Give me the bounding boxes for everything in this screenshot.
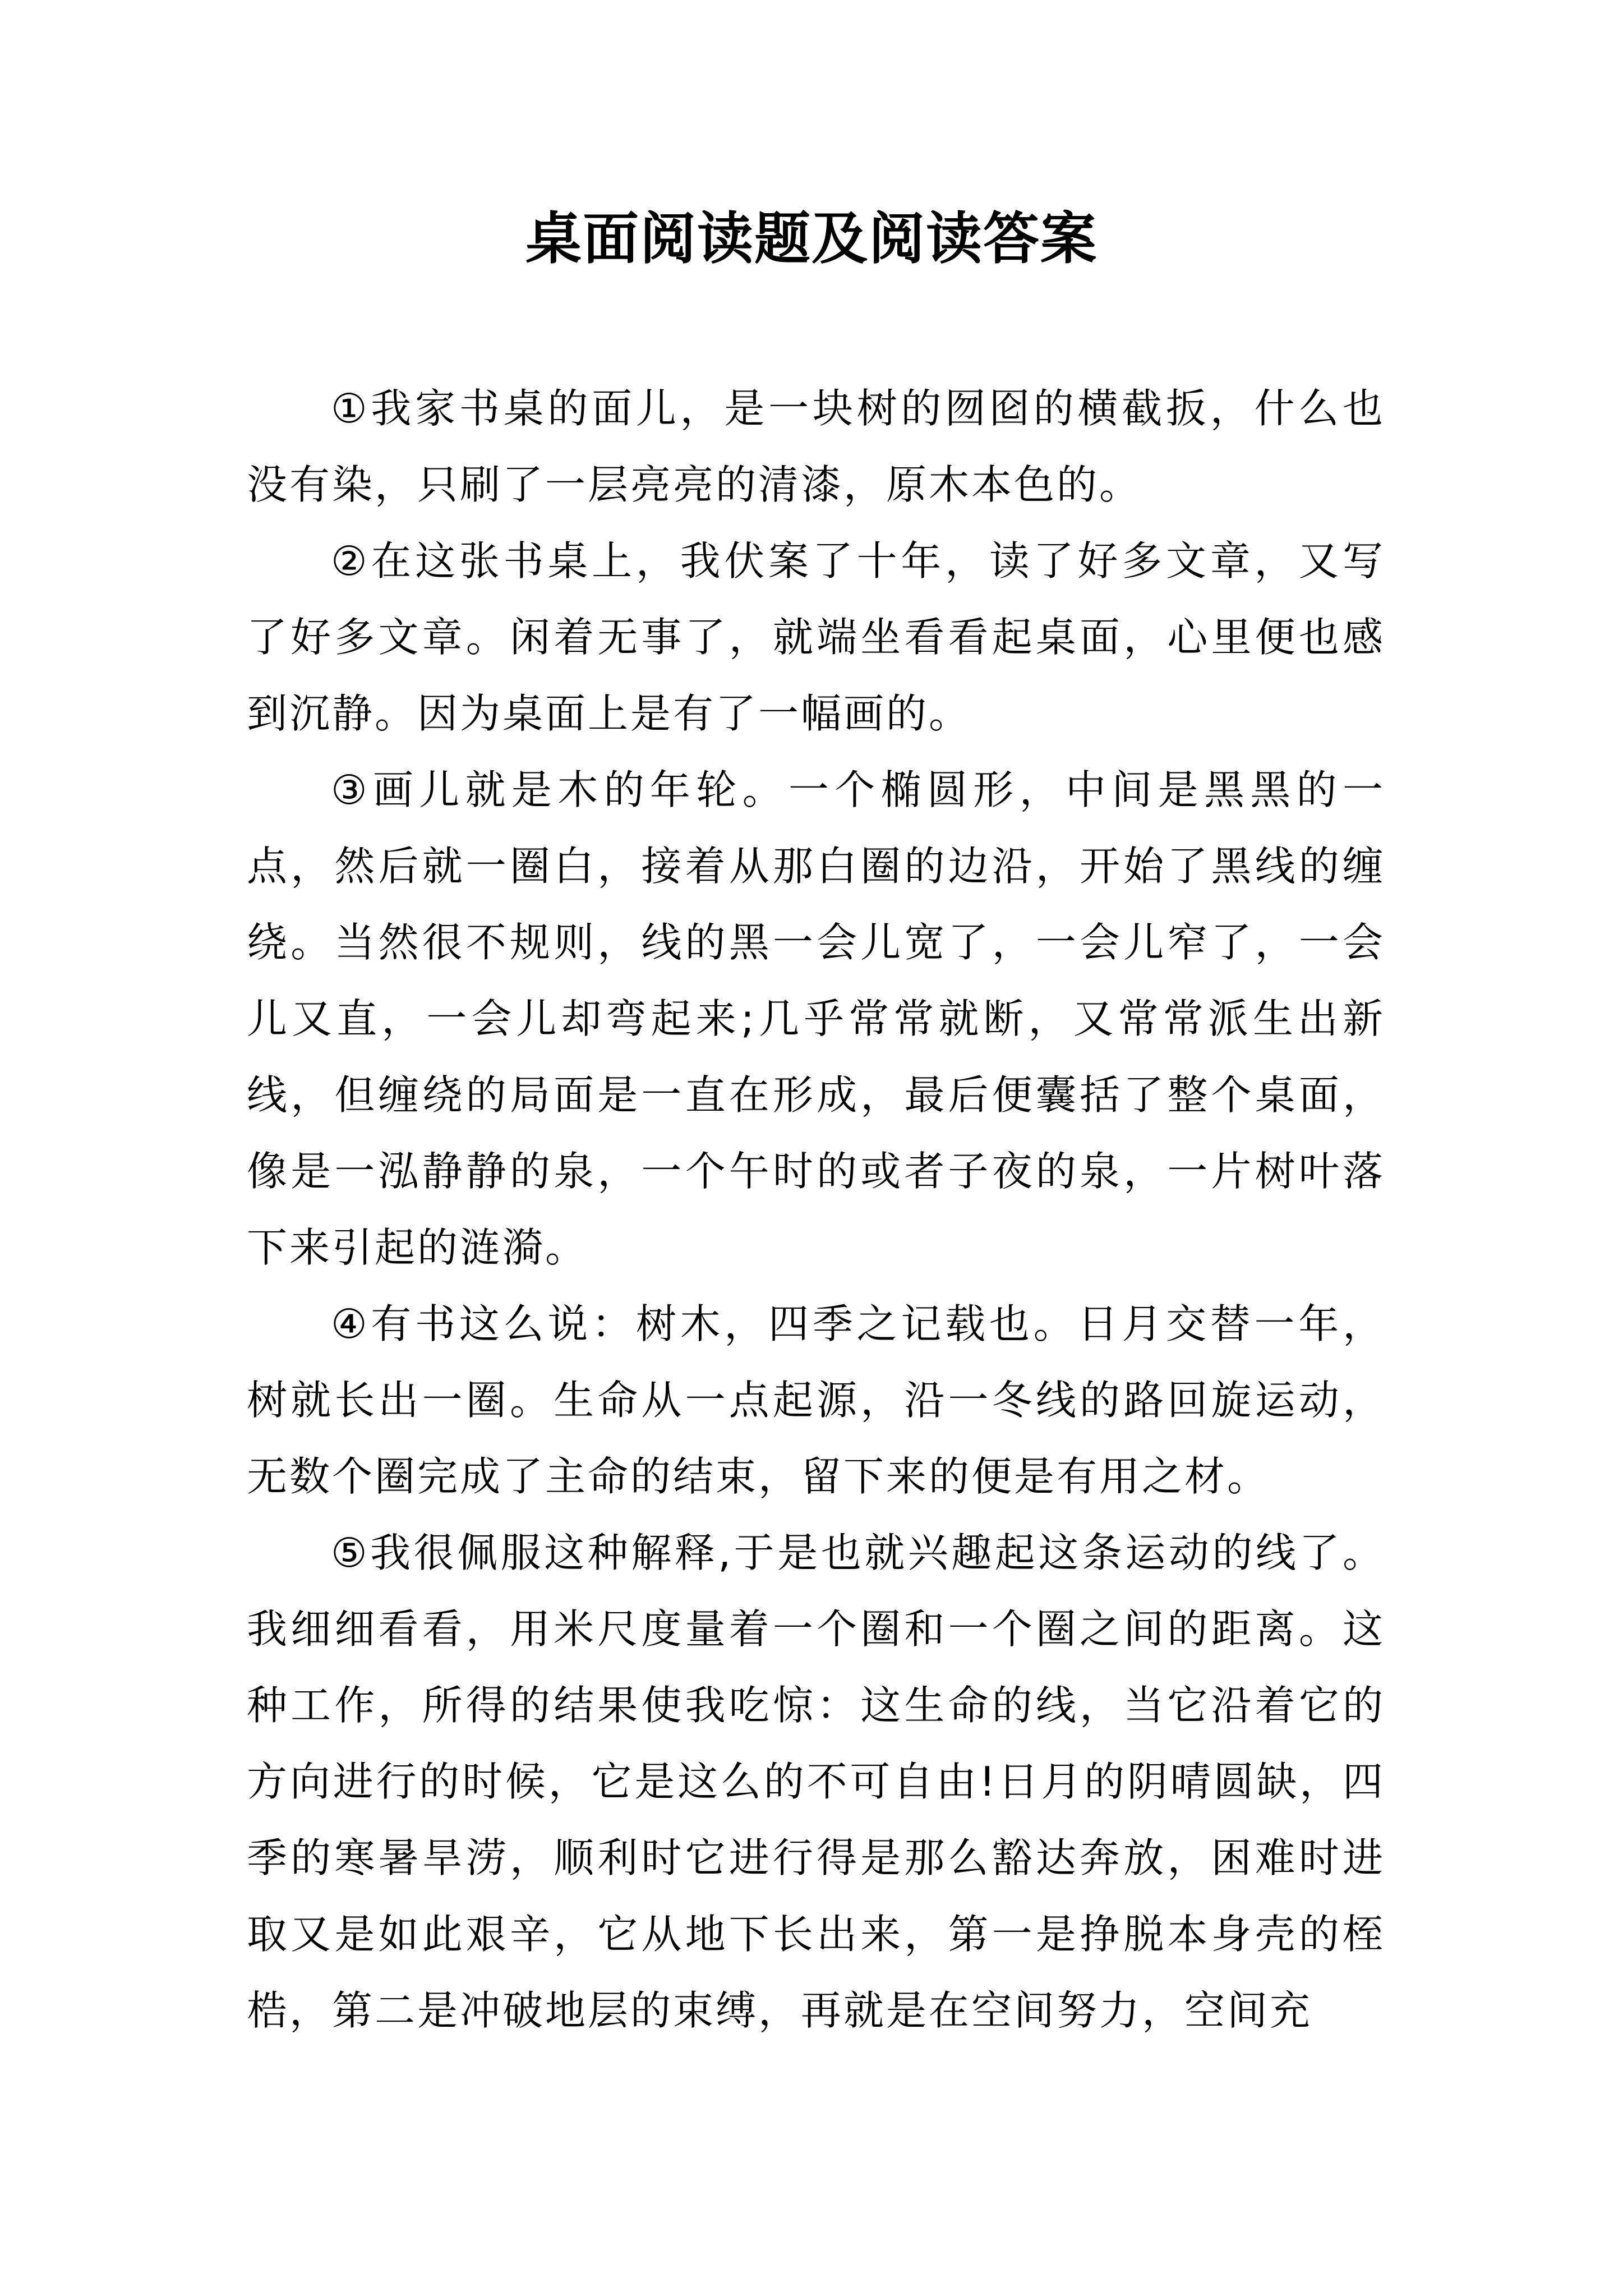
document-body (247, 370, 1385, 2049)
paragraph-5: ⑤我很佩服这种解释,于是也就兴趣起这条运动的线了。我细细看看，用米尺度量着一个圈和一个圈之间的距离。这种工作，所得的结果使我吃惊：这生命的线，当它沿着它的方向进行的时候，它是这么的不可自由!日月的阴晴圆缺，四季的寒暑旱涝，顺利时它进行得是那么豁达奔放，困难时进取又是如此艰辛，它从地下长出来，第一是挣脱本身壳的桎梏，第二是冲破地层的束缚，再就是在空间努力，空间充 (247, 1529, 1385, 2034)
paragraph-4: ④有书这么说：树木，四季之记载也。日月交替一年，树就长出一圈。生命从一点起源，沿一冬线的路回旋运动，无数个圈完成了主命的结束，留下来的便是有用之材。 (247, 1300, 1385, 1500)
paragraph-2: ②在这张书桌上，我伏案了十年，读了好多文章，又写了好多文章。闲着无事了，就端坐看看起桌面，心里便也感到沉静。因为桌面上是有了一幅画的。 (247, 537, 1385, 737)
paragraph-1: ①我家书桌的面儿，是一块树的囫囵的横截扳，什么也没有染，只刷了一层亮亮的清漆，原木本色的。 (247, 385, 1385, 508)
document-title: 桌面阅读题及阅读答案 (525, 205, 1098, 272)
paragraph-3: ③画儿就是木的年轮。一个椭圆形，中间是黑黑的一点，然后就一圈白，接着从那白圈的边沿，开始了黑线的缠绕。当然很不规则，线的黑一会儿宽了，一会儿窄了，一会儿又直，一会儿却弯起来;几乎常常就断，又常常派生出新线，但缠绕的局面是一直在形成，最后便囊括了整个桌面，像是一泓静静的泉，一个午时的或者子夜的泉，一片树叶落下来引起的涟漪。 (247, 766, 1385, 1271)
